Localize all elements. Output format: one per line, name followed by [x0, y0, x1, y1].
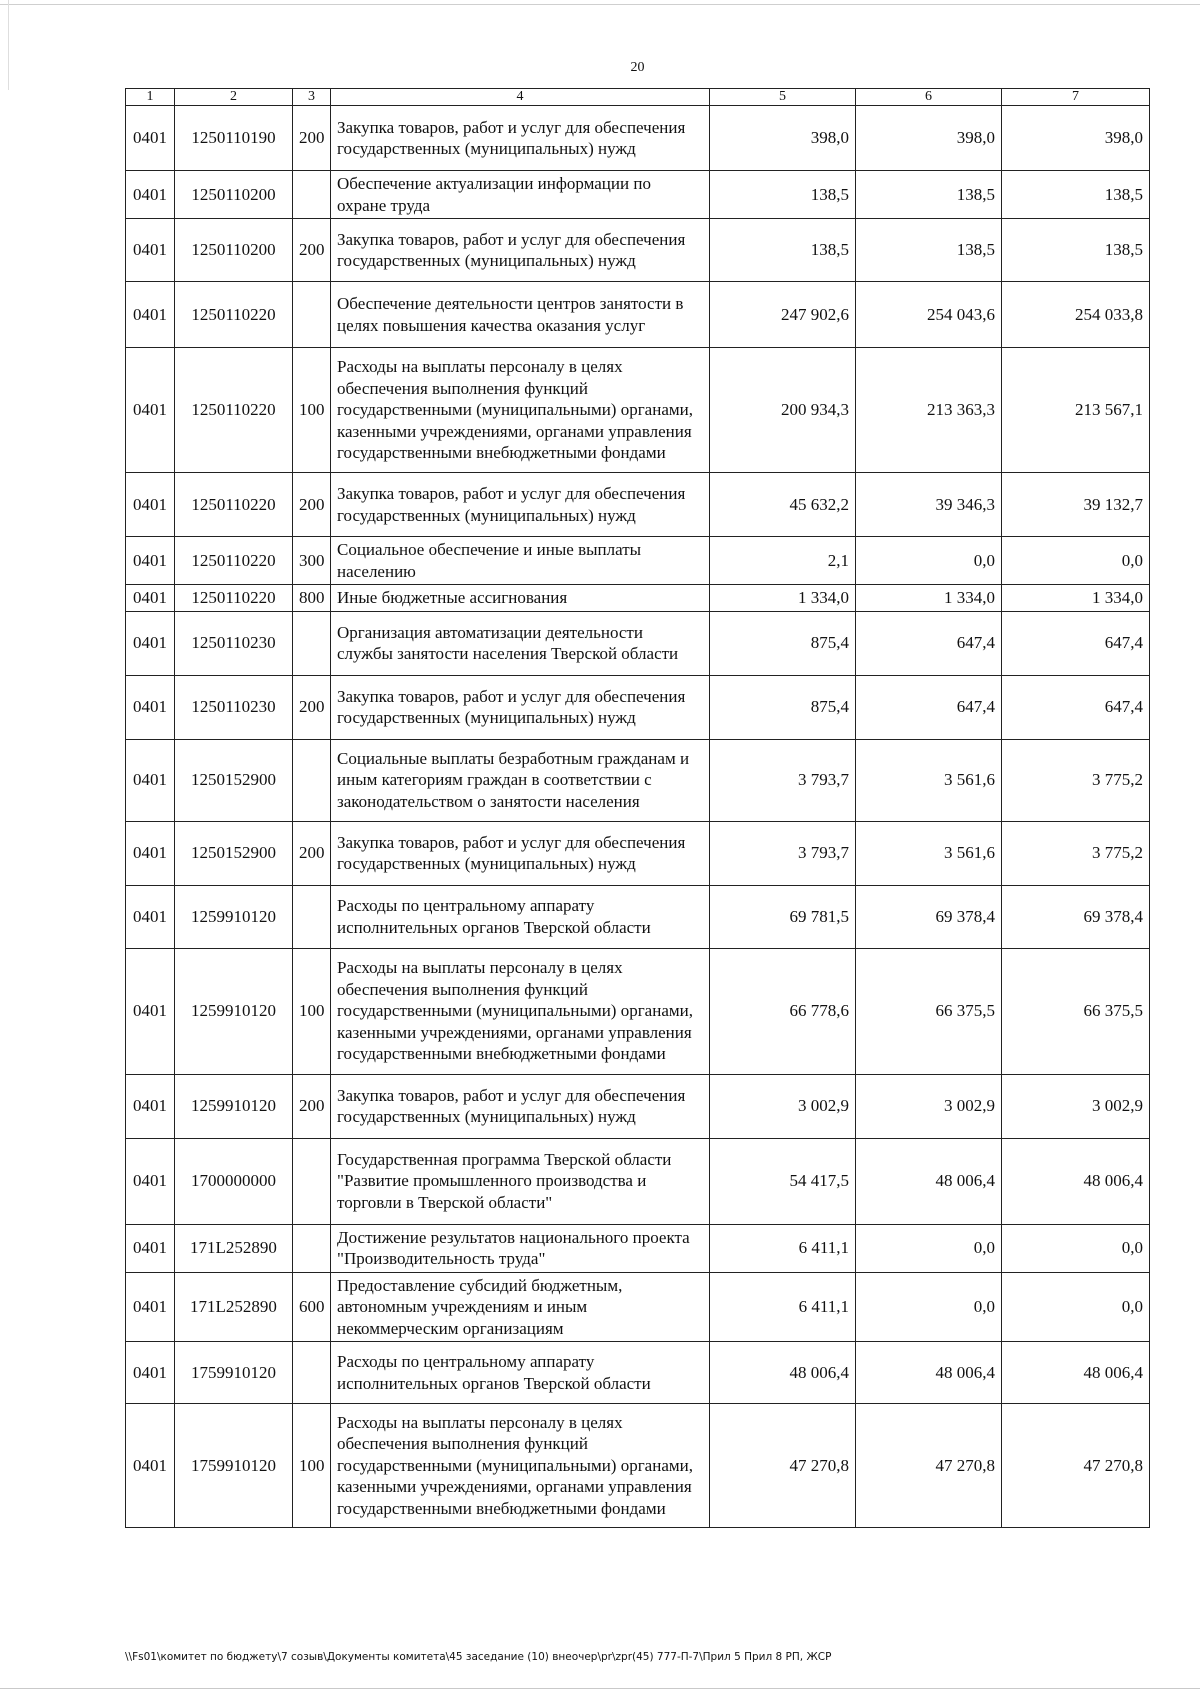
section-code: 0401 [126, 821, 175, 885]
section-code: 0401 [126, 675, 175, 739]
amount-col-7: 39 132,7 [1002, 473, 1150, 537]
expense-type-code [293, 282, 331, 348]
amount-col-6: 48 006,4 [856, 1138, 1002, 1224]
amount-col-7: 0,0 [1002, 537, 1150, 585]
amount-col-5: 2,1 [710, 537, 856, 585]
amount-col-7: 3 002,9 [1002, 1074, 1150, 1138]
footer-file-path: \\Fs01\комитет по бюджету\7 созыв\Документы комитета\45 заседание (10) внеочер\pr\zpr(45) 777-П-7\Прил 5 Прил 8 РП, ЖСР [125, 1651, 832, 1663]
amount-col-6: 1 334,0 [856, 585, 1002, 612]
section-code: 0401 [126, 537, 175, 585]
target-article-code: 1250110230 [175, 675, 293, 739]
table-row [126, 282, 1150, 348]
expense-type-code: 200 [293, 821, 331, 885]
item-description: Расходы по центральному аппарату исполнительных органов Тверской области [331, 885, 710, 948]
table-row [126, 739, 1150, 821]
target-article-code: 1250110200 [175, 219, 293, 282]
amount-col-7: 213 567,1 [1002, 348, 1150, 473]
expense-type-code: 300 [293, 537, 331, 585]
expense-type-code [293, 885, 331, 948]
target-article-code: 1250110220 [175, 473, 293, 537]
section-code: 0401 [126, 219, 175, 282]
section-code: 0401 [126, 106, 175, 171]
section-code: 0401 [126, 171, 175, 219]
amount-col-6: 138,5 [856, 171, 1002, 219]
section-code: 0401 [126, 739, 175, 821]
table-row [126, 948, 1150, 1074]
amount-col-6: 66 375,5 [856, 948, 1002, 1074]
amount-col-5: 6 411,1 [710, 1272, 856, 1342]
amount-col-5: 398,0 [710, 106, 856, 171]
target-article-code: 1250110230 [175, 611, 293, 675]
table-row [126, 1272, 1150, 1342]
amount-col-7: 47 270,8 [1002, 1404, 1150, 1528]
column-header-2: 2 [175, 89, 293, 106]
amount-col-6: 48 006,4 [856, 1342, 1002, 1404]
table-row [126, 1342, 1150, 1404]
column-header-3: 3 [293, 89, 331, 106]
column-header-7: 7 [1002, 89, 1150, 106]
table-body [126, 106, 1150, 1528]
amount-col-6: 0,0 [856, 537, 1002, 585]
header-row [126, 89, 1150, 106]
item-description: Закупка товаров, работ и услуг для обеспечения государственных (муниципальных) нужд [331, 821, 710, 885]
amount-col-7: 138,5 [1002, 171, 1150, 219]
amount-col-6: 647,4 [856, 675, 1002, 739]
amount-col-5: 875,4 [710, 611, 856, 675]
amount-col-5: 69 781,5 [710, 885, 856, 948]
item-description: Достижение результатов национального проекта "Производительность труда" [331, 1224, 710, 1272]
target-article-code: 171L252890 [175, 1224, 293, 1272]
column-header-1: 1 [126, 89, 175, 106]
target-article-code: 1250110220 [175, 282, 293, 348]
expense-type-code [293, 171, 331, 219]
amount-col-7: 1 334,0 [1002, 585, 1150, 612]
amount-col-5: 3 793,7 [710, 739, 856, 821]
amount-col-7: 3 775,2 [1002, 739, 1150, 821]
table-row [126, 106, 1150, 171]
table-row [126, 473, 1150, 537]
amount-col-7: 0,0 [1002, 1224, 1150, 1272]
expense-type-code: 100 [293, 948, 331, 1074]
amount-col-6: 3 561,6 [856, 739, 1002, 821]
target-article-code: 1250152900 [175, 821, 293, 885]
amount-col-5: 200 934,3 [710, 348, 856, 473]
amount-col-6: 39 346,3 [856, 473, 1002, 537]
expense-type-code: 200 [293, 1074, 331, 1138]
column-header-4: 4 [331, 89, 710, 106]
table-row [126, 348, 1150, 473]
page-number: 20 [630, 60, 645, 75]
table-row [126, 171, 1150, 219]
section-code: 0401 [126, 1074, 175, 1138]
item-description: Закупка товаров, работ и услуг для обеспечения государственных (муниципальных) нужд [331, 106, 710, 171]
item-description: Организация автоматизации деятельности службы занятости населения Тверской области [331, 611, 710, 675]
target-article-code: 1259910120 [175, 885, 293, 948]
item-description: Иные бюджетные ассигнования [331, 585, 710, 612]
item-description: Социальные выплаты безработным гражданам и иным категориям граждан в соответствии с законодательством о занятости населения [331, 739, 710, 821]
amount-col-7: 3 775,2 [1002, 821, 1150, 885]
expense-type-code [293, 1224, 331, 1272]
section-code: 0401 [126, 282, 175, 348]
amount-col-5: 1 334,0 [710, 585, 856, 612]
amount-col-6: 254 043,6 [856, 282, 1002, 348]
amount-col-6: 138,5 [856, 219, 1002, 282]
section-code: 0401 [126, 1404, 175, 1528]
target-article-code: 1700000000 [175, 1138, 293, 1224]
target-article-code: 1250110200 [175, 171, 293, 219]
table-row [126, 611, 1150, 675]
expense-type-code: 200 [293, 473, 331, 537]
section-code: 0401 [126, 948, 175, 1074]
amount-col-6: 213 363,3 [856, 348, 1002, 473]
item-description: Расходы на выплаты персоналу в целях обеспечения выполнения функций государственными (муниципальными) органами, казенными учреждениями, органами управления государственными внебюджетными фондами [331, 348, 710, 473]
target-article-code: 1759910120 [175, 1404, 293, 1528]
section-code: 0401 [126, 1224, 175, 1272]
item-description: Предоставление субсидий бюджетным, автономным учреждениям и иным некоммерческим организациям [331, 1272, 710, 1342]
amount-col-7: 69 378,4 [1002, 885, 1150, 948]
amount-col-7: 647,4 [1002, 611, 1150, 675]
amount-col-5: 47 270,8 [710, 1404, 856, 1528]
budget-table [125, 88, 1150, 1528]
amount-col-5: 138,5 [710, 171, 856, 219]
amount-col-7: 647,4 [1002, 675, 1150, 739]
amount-col-6: 0,0 [856, 1224, 1002, 1272]
amount-col-7: 66 375,5 [1002, 948, 1150, 1074]
item-description: Закупка товаров, работ и услуг для обеспечения государственных (муниципальных) нужд [331, 219, 710, 282]
section-code: 0401 [126, 885, 175, 948]
expense-type-code: 200 [293, 675, 331, 739]
target-article-code: 1250110220 [175, 537, 293, 585]
amount-col-5: 45 632,2 [710, 473, 856, 537]
section-code: 0401 [126, 348, 175, 473]
expense-type-code: 100 [293, 1404, 331, 1528]
amount-col-5: 6 411,1 [710, 1224, 856, 1272]
scan-edge-bottom [0, 1688, 1200, 1689]
amount-col-6: 647,4 [856, 611, 1002, 675]
amount-col-7: 48 006,4 [1002, 1138, 1150, 1224]
item-description: Закупка товаров, работ и услуг для обеспечения государственных (муниципальных) нужд [331, 473, 710, 537]
section-code: 0401 [126, 1138, 175, 1224]
section-code: 0401 [126, 473, 175, 537]
table-row [126, 1404, 1150, 1528]
amount-col-7: 254 033,8 [1002, 282, 1150, 348]
amount-col-7: 0,0 [1002, 1272, 1150, 1342]
expense-type-code [293, 611, 331, 675]
amount-col-5: 875,4 [710, 675, 856, 739]
amount-col-6: 69 378,4 [856, 885, 1002, 948]
scan-edge-left [8, 0, 9, 90]
table-row [126, 1138, 1150, 1224]
item-description: Государственная программа Тверской области "Развитие промышленного производства и торговли в Тверской области" [331, 1138, 710, 1224]
table-row [126, 675, 1150, 739]
target-article-code: 1250110190 [175, 106, 293, 171]
expense-type-code: 200 [293, 219, 331, 282]
amount-col-5: 247 902,6 [710, 282, 856, 348]
amount-col-5: 48 006,4 [710, 1342, 856, 1404]
target-article-code: 1250110220 [175, 348, 293, 473]
target-article-code: 1259910120 [175, 948, 293, 1074]
expense-type-code [293, 1342, 331, 1404]
section-code: 0401 [126, 1272, 175, 1342]
column-header-5: 5 [710, 89, 856, 106]
amount-col-7: 138,5 [1002, 219, 1150, 282]
expense-type-code: 100 [293, 348, 331, 473]
item-description: Расходы по центральному аппарату исполнительных органов Тверской области [331, 1342, 710, 1404]
item-description: Закупка товаров, работ и услуг для обеспечения государственных (муниципальных) нужд [331, 1074, 710, 1138]
amount-col-5: 66 778,6 [710, 948, 856, 1074]
amount-col-6: 3 561,6 [856, 821, 1002, 885]
item-description: Закупка товаров, работ и услуг для обеспечения государственных (муниципальных) нужд [331, 675, 710, 739]
target-article-code: 1250152900 [175, 739, 293, 821]
target-article-code: 1250110220 [175, 585, 293, 612]
table-row [126, 219, 1150, 282]
table-row [126, 585, 1150, 612]
target-article-code: 1759910120 [175, 1342, 293, 1404]
expense-type-code: 800 [293, 585, 331, 612]
table-row [126, 821, 1150, 885]
table-row [126, 1224, 1150, 1272]
scan-edge-top [0, 4, 1200, 5]
target-article-code: 1259910120 [175, 1074, 293, 1138]
amount-col-7: 398,0 [1002, 106, 1150, 171]
amount-col-5: 54 417,5 [710, 1138, 856, 1224]
item-description: Расходы на выплаты персоналу в целях обеспечения выполнения функций государственными (муниципальными) органами, казенными учреждениями, органами управления государственными внебюджетными фондами [331, 948, 710, 1074]
item-description: Обеспечение деятельности центров занятости в целях повышения качества оказания услуг [331, 282, 710, 348]
amount-col-6: 47 270,8 [856, 1404, 1002, 1528]
item-description: Социальное обеспечение и иные выплаты населению [331, 537, 710, 585]
table-row [126, 537, 1150, 585]
item-description: Обеспечение актуализации информации по охране труда [331, 171, 710, 219]
section-code: 0401 [126, 585, 175, 612]
amount-col-6: 0,0 [856, 1272, 1002, 1342]
section-code: 0401 [126, 1342, 175, 1404]
section-code: 0401 [126, 611, 175, 675]
expense-type-code [293, 1138, 331, 1224]
expense-type-code [293, 739, 331, 821]
amount-col-6: 398,0 [856, 106, 1002, 171]
target-article-code: 171L252890 [175, 1272, 293, 1342]
expense-type-code: 600 [293, 1272, 331, 1342]
amount-col-5: 3 002,9 [710, 1074, 856, 1138]
amount-col-7: 48 006,4 [1002, 1342, 1150, 1404]
item-description: Расходы на выплаты персоналу в целях обеспечения выполнения функций государственными (муниципальными) органами, казенными учреждениями, органами управления государственными внебюджетными фондами [331, 1404, 710, 1528]
amount-col-5: 3 793,7 [710, 821, 856, 885]
table-row [126, 885, 1150, 948]
expense-type-code: 200 [293, 106, 331, 171]
amount-col-5: 138,5 [710, 219, 856, 282]
column-header-6: 6 [856, 89, 1002, 106]
amount-col-6: 3 002,9 [856, 1074, 1002, 1138]
table-row [126, 1074, 1150, 1138]
